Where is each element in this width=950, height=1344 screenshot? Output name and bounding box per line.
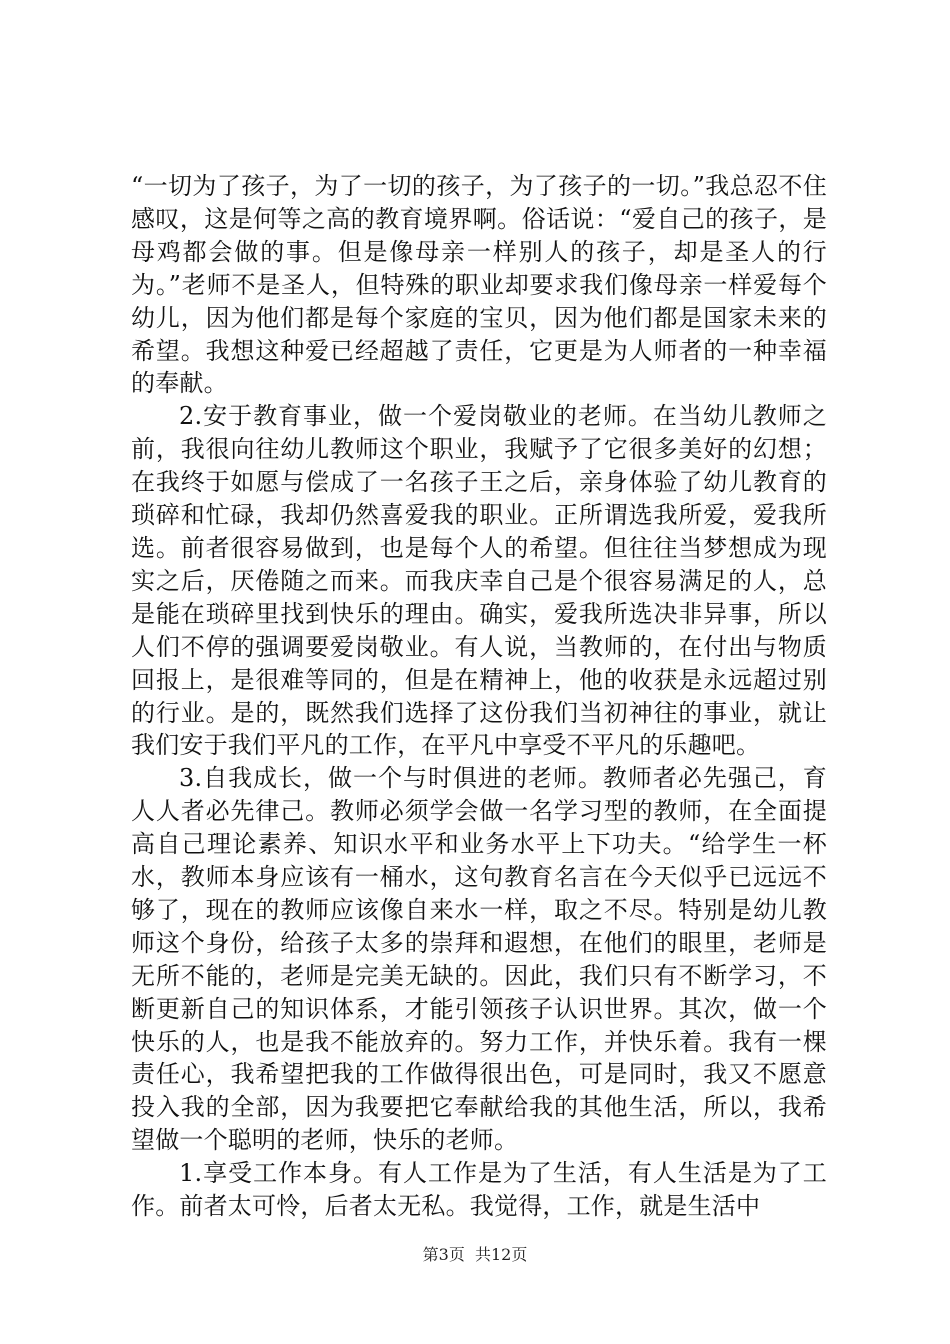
paragraph-point-1: 1.享受工作本身。有人工作是为了生活，有人生活是为了工作。前者太可怜，后者太无私。我觉得，工作，就是生活中 bbox=[131, 1159, 827, 1221]
paragraph-point-2: 2.安于教育事业，做一个爱岗敬业的老师。在当幼儿教师之前，我很向往幼儿教师这个职业，我赋予了它很多美好的幻想；在我终于如愿与偿成了一名孩子王之后，亲身体验了幼儿教育的琐碎和忙碌，我却仍然喜爱我的职业。正所谓选我所爱，爱我所选。前者很容易做到，也是每个人的希望。但往往当梦想成为现实之后，厌倦随之而来。而我庆幸自己是个很容易满足的人，总是能在琐碎里找到快乐的理由。确实，爱我所选决非异事，所以人们不停的强调要爱岗敬业。有人说，当教师的，在付出与物质回报上，是很难等同的，但是在精神上，他的收获是永远超过别的行业。是的，既然我们选择了这份我们当初神往的事业，就让我们安于我们平凡的工作，在平凡中享受不平凡的乐趣吧。 bbox=[131, 402, 827, 760]
page-footer bbox=[0, 1242, 950, 1265]
page-number-label: 第3页 共12页 bbox=[422, 1245, 528, 1264]
paragraph-point-3: 3.自我成长，做一个与时俱进的老师。教师者必先强己，育人人者必先律己。教师必须学会做一名学习型的教师，在全面提高自己理论素养、知识水平和业务水平上下功夫。“给学生一杯水，教师本身应该有一桶水，这句教育名言在今天似乎已远远不够了，现在的教师应该像自来水一样，取之不尽。特别是幼儿教师这个身份，给孩子太多的崇拜和遐想，在他们的眼里，老师是无所不能的，老师是完美无缺的。因此，我们只有不断学习，不断更新自己的知识体系，才能引领孩子认识世界。其次，做一个快乐的人，也是我不能放弃的。努力工作，并快乐着。我有一棵责任心，我希望把我的工作做得很出色，可是同时，我又不愿意投入我的全部，因为我要把它奉献给我的其他生活，所以，我希望做一个聪明的老师，快乐的老师。 bbox=[131, 764, 827, 1155]
document-body bbox=[131, 170, 827, 1223]
paragraph-continuation: “一切为了孩子，为了一切的孩子，为了孩子的一切。”我总忍不住感叹，这是何等之高的教育境界啊。俗话说：“爱自己的孩子，是母鸡都会做的事。但是像母亲一样别人的孩子，却是圣人的行为。”老师不是圣人，但特殊的职业却要求我们像母亲一样爱每个幼儿，因为他们都是每个家庭的宝贝，因为他们都是国家未来的希望。我想这种爱已经超越了责任，它更是为人师者的一种幸福的奉献。 bbox=[131, 172, 827, 398]
